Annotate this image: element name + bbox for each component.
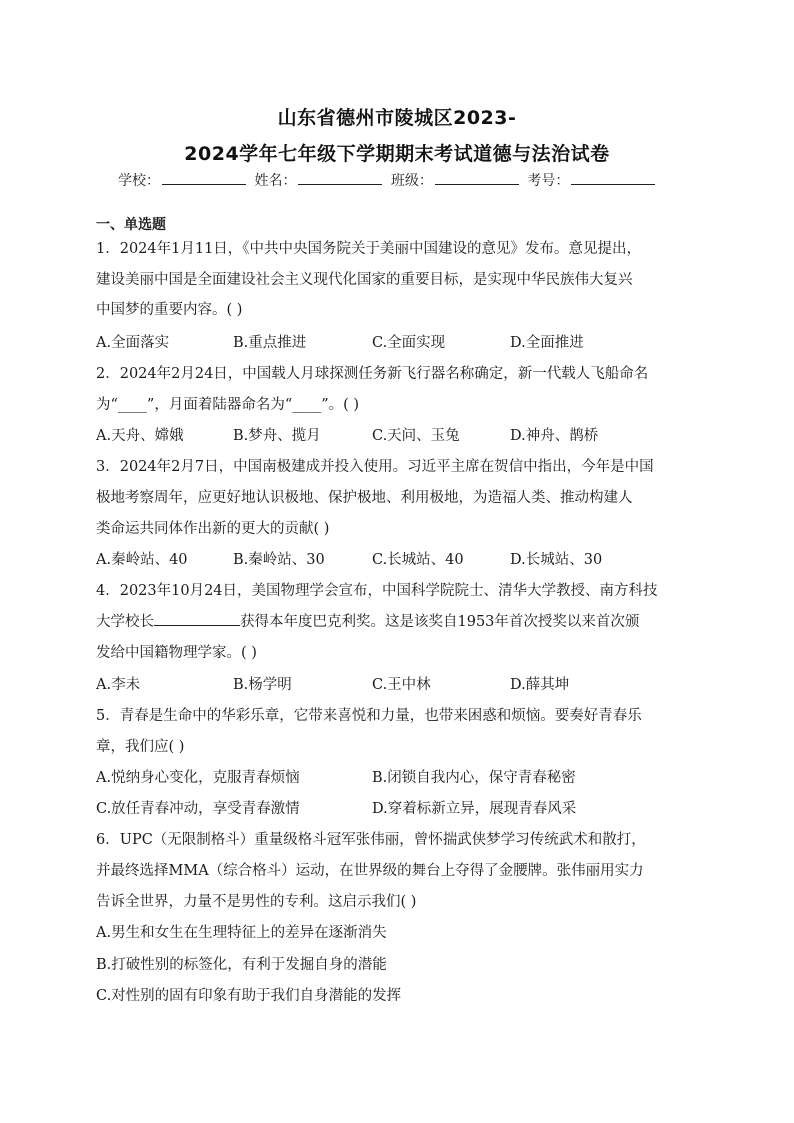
question-5-line-2: 章，我们应( ) (96, 739, 185, 755)
name-label: 姓名： (254, 173, 297, 189)
exam-title-line-1: 山东省德州市陵城区2023- (277, 107, 517, 129)
question-5-option-c: C.放任青春冲动，享受青春激情 (96, 801, 300, 817)
question-1-line-1: 1．2024年1月11日，《中共中央国务院关于美丽中国建设的意见》发布。意见提出， (96, 241, 642, 257)
question-6-option-c: C.对性别的固有印象有助于我们自身潜能的发挥 (96, 988, 402, 1004)
section-title-single-choice: 一、单选题 (96, 217, 166, 233)
question-4-option-b: B.杨学明 (233, 677, 292, 693)
question-3-line-3: 类命运共同体作出新的更大的贡献( ) (96, 521, 330, 537)
student-info-row (118, 170, 678, 190)
question-4-line-2-start: 大学校长 (96, 614, 154, 630)
exam-title-line-2: 2024学年七年级下学期期末考试道德与法治试卷 (184, 143, 610, 165)
question-1-line-2: 建设美丽中国是全面建设社会主义现代化国家的重要目标，是实现中华民族伟大复兴 (96, 272, 633, 288)
class-blank (435, 171, 519, 185)
question-2-option-a: A.天舟、嫦娥 (96, 428, 184, 444)
question-2-option-b: B.梦舟、揽月 (233, 428, 321, 444)
question-5-option-d: D.穿着标新立异，展现青春风采 (372, 801, 577, 817)
question-1-option-a: A.全面落实 (96, 335, 170, 351)
question-3-option-b: B.秦岭站、30 (233, 552, 325, 568)
question-3-line-1: 3．2024年2月7日，中国南极建成并投入使用。习近平主席在贺信中指出，今年是中国 (96, 459, 654, 475)
exam-no-blank (571, 171, 655, 185)
question-3-option-d: D.长城站、30 (510, 552, 603, 568)
question-2-line-1: 2．2024年2月24日，中国载人月球探测任务新飞行器名称确定，新一代载人飞船命名 (96, 366, 649, 382)
question-5-option-b: B.闭锁自我内心，保守青春秘密 (372, 770, 576, 786)
question-6-line-3: 告诉全世界，力量不是男性的专利。这启示我们( ) (96, 894, 417, 910)
question-6-line-1: 6．UPC（无限制格斗）重量级格斗冠军张伟丽，曾怀揣武侠梦学习传统武术和散打， (96, 832, 646, 848)
question-4-answer-blank (154, 611, 240, 626)
question-2-line-2: 为“____”，月面着陆器命名为“____”。( ) (96, 397, 360, 413)
question-6-option-b: B.打破性别的标签化，有利于发掘自身的潜能 (96, 957, 387, 973)
question-4-line-2 (96, 611, 716, 633)
question-2-option-c: C.天问、玉兔 (372, 428, 460, 444)
question-4-option-a: A.李未 (96, 677, 141, 693)
question-4-line-2-end: 获得本年度巴克利奖。这是该奖自1953年首次授奖以来首次颁 (240, 614, 640, 630)
question-3-line-2: 极地考察周年，应更好地认识极地、保护极地、利用极地，为造福人类、推动构建人 (96, 490, 633, 506)
question-4-line-3: 发给中国籍物理学家。( ) (96, 645, 257, 661)
question-4-option-d: D.薛其坤 (510, 677, 570, 693)
question-2-option-d: D.神舟、鹊桥 (510, 428, 599, 444)
question-4-option-c: C.王中林 (372, 677, 431, 693)
question-1-option-d: D.全面推进 (510, 335, 584, 351)
school-blank (162, 171, 246, 185)
question-1-line-3: 中国梦的重要内容。( ) (96, 302, 243, 318)
question-5-line-1: 5．青春是生命中的华彩乐章，它带来喜悦和力量，也带来困惑和烦恼。要奏好青春乐 (96, 708, 642, 724)
question-3-option-c: C.长城站、40 (372, 552, 464, 568)
question-6-line-2: 并最终选择MMA（综合格斗）运动，在世界级的舞台上夺得了金腰牌。张伟丽用实力 (96, 863, 644, 879)
name-blank (298, 171, 382, 185)
question-6-option-a: A.男生和女生在生理特征上的差异在逐渐消失 (96, 925, 387, 941)
exam-no-label: 考号： (527, 173, 570, 189)
question-4-line-1: 4．2023年10月24日，美国物理学会宣布，中国科学院院士、清华大学教授、南方科技 (96, 583, 658, 599)
class-label: 班级： (390, 173, 433, 189)
question-1-option-c: C.全面实现 (372, 335, 446, 351)
school-label: 学校： (118, 173, 160, 189)
question-1-option-b: B.重点推进 (233, 335, 307, 351)
question-3-option-a: A.秦岭站、40 (96, 552, 188, 568)
question-5-option-a: A.悦纳身心变化，克服青春烦恼 (96, 770, 300, 786)
